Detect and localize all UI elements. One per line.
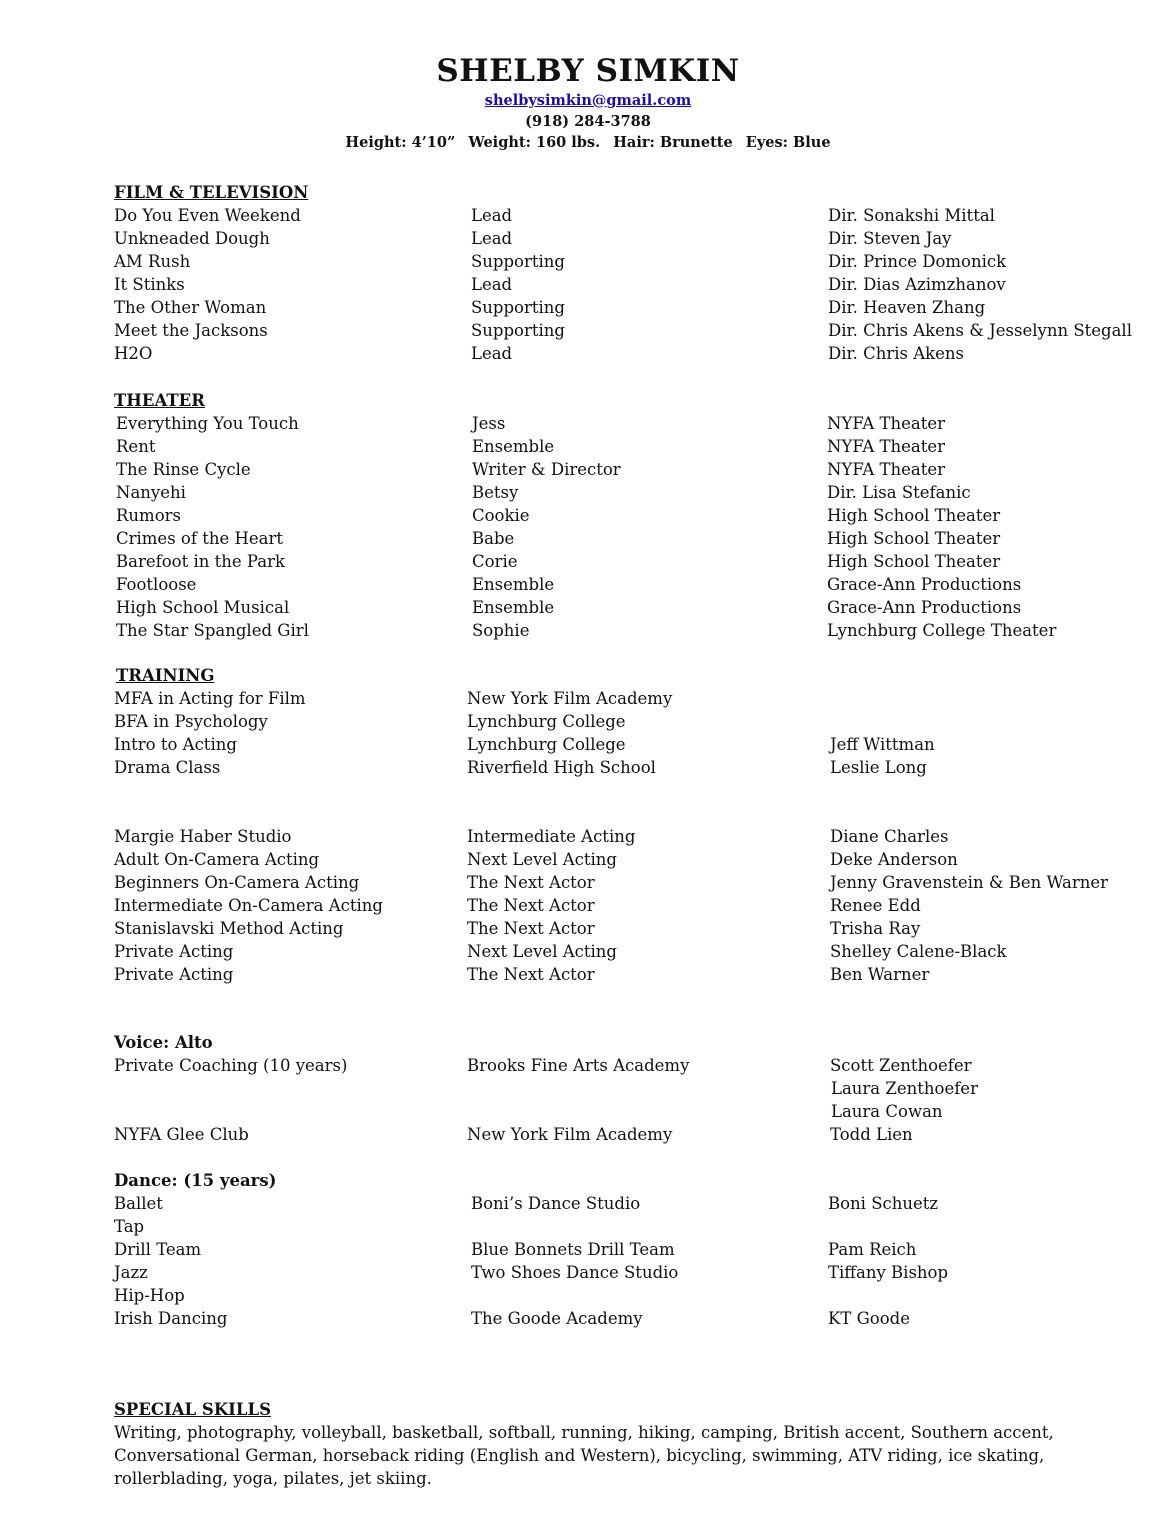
- credit-title: Footloose: [116, 575, 197, 594]
- credit-director: Dir. Sonakshi Mittal: [828, 206, 995, 225]
- table-row: [0, 1192, 1176, 1215]
- training-section-title: TRAINING: [116, 666, 215, 685]
- table-row: [0, 940, 1176, 963]
- skills-line: rollerblading, yoga, pilates, jet skiing.: [114, 1469, 432, 1488]
- table-row: [0, 458, 1176, 481]
- dance-section-title: Dance: (15 years): [114, 1171, 277, 1190]
- credit-role: Supporting: [471, 252, 565, 271]
- credit-role: Lynchburg College: [467, 735, 626, 754]
- credit-title: Nanyehi: [116, 483, 186, 502]
- credit-title: Jazz: [114, 1263, 148, 1282]
- credit-title: It Stinks: [114, 275, 185, 294]
- credit-role: Blue Bonnets Drill Team: [471, 1240, 675, 1259]
- physical-stats: [0, 132, 1176, 153]
- credit-role: Corie: [472, 552, 518, 571]
- credit-director: Ben Warner: [830, 965, 930, 984]
- credit-role: Next Level Acting: [467, 850, 617, 869]
- skills-section-title: SPECIAL SKILLS: [114, 1400, 271, 1419]
- credit-director: Leslie Long: [830, 758, 927, 777]
- credit-role: Supporting: [471, 321, 565, 340]
- credit-role: New York Film Academy: [467, 1125, 673, 1144]
- credit-role: The Next Actor: [467, 873, 595, 892]
- table-row: [0, 733, 1176, 756]
- credit-title: Rent: [116, 437, 156, 456]
- credit-director: NYFA Theater: [827, 460, 946, 479]
- credit-title: Beginners On-Camera Acting: [114, 873, 360, 892]
- credit-role: Brooks Fine Arts Academy: [467, 1056, 690, 1075]
- credit-role: Cookie: [472, 506, 530, 525]
- credit-role: Ensemble: [472, 575, 555, 594]
- credit-director: High School Theater: [827, 506, 1001, 525]
- credit-director: Shelley Calene-Black: [830, 942, 1007, 961]
- credit-role: Intermediate Acting: [467, 827, 636, 846]
- credit-director: Deke Anderson: [830, 850, 958, 869]
- table-row: [0, 504, 1176, 527]
- credit-title: Meet the Jacksons: [114, 321, 268, 340]
- credit-role: Next Level Acting: [467, 942, 617, 961]
- credit-title: Margie Haber Studio: [114, 827, 292, 846]
- credit-title: Hip-Hop: [114, 1286, 185, 1305]
- credit-title: Do You Even Weekend: [114, 206, 301, 225]
- credit-role: The Goode Academy: [471, 1309, 643, 1328]
- table-row: [0, 204, 1176, 227]
- credit-director: Lynchburg College Theater: [827, 621, 1057, 640]
- credit-title: Stanislavski Method Acting: [114, 919, 344, 938]
- credit-role: The Next Actor: [467, 919, 595, 938]
- credit-role: Betsy: [472, 483, 519, 502]
- credit-title: Private Coaching (10 years): [114, 1056, 348, 1075]
- credit-title: Drama Class: [114, 758, 221, 777]
- credit-title: BFA in Psychology: [114, 712, 268, 731]
- skills-line: Conversational German, horseback riding (English and Western), bicycling, swimming, ATV riding, ice skating,: [114, 1446, 1045, 1465]
- credit-title: The Rinse Cycle: [116, 460, 251, 479]
- credit-role: Lead: [471, 275, 513, 294]
- table-row: [0, 1261, 1176, 1284]
- credit-role: Lead: [471, 206, 513, 225]
- table-row: [0, 1215, 1176, 1238]
- credit-title: Adult On-Camera Acting: [114, 850, 320, 869]
- credit-role: New York Film Academy: [467, 689, 673, 708]
- table-row: [0, 1123, 1176, 1146]
- credit-role: Supporting: [471, 298, 565, 317]
- credit-role: Jess: [472, 414, 506, 433]
- email-link[interactable]: shelbysimkin@gmail.com: [484, 92, 692, 109]
- table-row: [0, 435, 1176, 458]
- credit-director: Grace-Ann Productions: [827, 575, 1022, 594]
- credit-role: Boni’s Dance Studio: [471, 1194, 641, 1213]
- credit-title: The Other Woman: [114, 298, 267, 317]
- table-row: [0, 1100, 1176, 1123]
- credit-director: Jenny Gravenstein & Ben Warner: [830, 873, 1109, 892]
- table-row: [0, 1284, 1176, 1307]
- height-stat: Height: 4’10”: [345, 134, 456, 151]
- hair-stat: Hair: Brunette: [613, 134, 733, 151]
- credit-director: NYFA Theater: [827, 414, 946, 433]
- credit-director: Dir. Chris Akens: [828, 344, 964, 363]
- table-row: [0, 227, 1176, 250]
- credit-director: Scott Zenthoefer: [830, 1056, 972, 1075]
- table-row: [0, 1307, 1176, 1330]
- film-section-title: FILM & TELEVISION: [114, 183, 309, 202]
- table-row: [0, 710, 1176, 733]
- phone-number: (918) 284-3788: [525, 113, 651, 130]
- table-row: [0, 342, 1176, 365]
- table-row: [0, 756, 1176, 779]
- credit-title: Intro to Acting: [114, 735, 237, 754]
- credit-director: Grace-Ann Productions: [827, 598, 1022, 617]
- credit-title: Crimes of the Heart: [116, 529, 283, 548]
- credit-role: Ensemble: [472, 598, 555, 617]
- credit-role: Lynchburg College: [467, 712, 626, 731]
- credit-director: Tiffany Bishop: [828, 1263, 949, 1282]
- table-row: [0, 1054, 1176, 1077]
- table-row: [0, 481, 1176, 504]
- table-row: [0, 296, 1176, 319]
- table-row: [0, 250, 1176, 273]
- credit-title: AM Rush: [114, 252, 191, 271]
- credit-role: Lead: [471, 344, 513, 363]
- table-row: [0, 894, 1176, 917]
- table-row: [0, 573, 1176, 596]
- credit-role: The Next Actor: [467, 896, 595, 915]
- table-row: [0, 963, 1176, 986]
- credit-role: Ensemble: [472, 437, 555, 456]
- table-row: [0, 825, 1176, 848]
- credit-title: Unkneaded Dough: [114, 229, 270, 248]
- actor-name: SHELBY SIMKIN: [436, 53, 740, 89]
- table-row: [0, 550, 1176, 573]
- credit-director: Pam Reich: [828, 1240, 917, 1259]
- credit-title: Irish Dancing: [114, 1309, 228, 1328]
- credit-director: Dir. Prince Domonick: [828, 252, 1007, 271]
- credit-director: Renee Edd: [830, 896, 921, 915]
- credit-director: Dir. Dias Azimzhanov: [828, 275, 1006, 294]
- credit-role: Writer & Director: [472, 460, 621, 479]
- credit-director: Diane Charles: [830, 827, 949, 846]
- credit-director: Dir. Lisa Stefanic: [827, 483, 971, 502]
- eyes-stat: Eyes: Blue: [745, 134, 831, 151]
- credit-title: Drill Team: [114, 1240, 202, 1259]
- credit-role: Sophie: [472, 621, 530, 640]
- credit-director: Dir. Steven Jay: [828, 229, 952, 248]
- credit-role: Babe: [472, 529, 515, 548]
- credit-director: High School Theater: [827, 529, 1001, 548]
- table-row: [0, 848, 1176, 871]
- table-row: [0, 1238, 1176, 1261]
- credit-title: H2O: [114, 344, 153, 363]
- credit-director: Boni Schuetz: [828, 1194, 939, 1213]
- resume-header: [0, 52, 1176, 153]
- credit-title: Rumors: [116, 506, 181, 525]
- table-row: [0, 619, 1176, 642]
- table-row: [0, 917, 1176, 940]
- table-row: [0, 319, 1176, 342]
- credit-title: MFA in Acting for Film: [114, 689, 306, 708]
- credit-title: Intermediate On-Camera Acting: [114, 896, 383, 915]
- voice-section-title: Voice: Alto: [114, 1033, 213, 1052]
- credit-title: Everything You Touch: [116, 414, 299, 433]
- table-row: [0, 273, 1176, 296]
- credit-director: Laura Cowan: [831, 1102, 943, 1121]
- credit-title: Barefoot in the Park: [116, 552, 285, 571]
- table-row: [0, 871, 1176, 894]
- credit-title: Ballet: [114, 1194, 163, 1213]
- credit-director: High School Theater: [827, 552, 1001, 571]
- table-row: [0, 596, 1176, 619]
- credit-role: Two Shoes Dance Studio: [471, 1263, 679, 1282]
- table-row: [0, 527, 1176, 550]
- table-row: [0, 687, 1176, 710]
- credit-director: Trisha Ray: [830, 919, 921, 938]
- credit-role: Lead: [471, 229, 513, 248]
- credit-title: Private Acting: [114, 942, 234, 961]
- credit-director: NYFA Theater: [827, 437, 946, 456]
- credit-director: Dir. Chris Akens & Jesselynn Stegall: [828, 321, 1132, 340]
- theater-section-title: THEATER: [114, 391, 205, 410]
- credit-director: KT Goode: [828, 1309, 910, 1328]
- credit-director: Dir. Heaven Zhang: [828, 298, 986, 317]
- credit-title: The Star Spangled Girl: [116, 621, 309, 640]
- skills-line: Writing, photography, volleyball, basketball, softball, running, hiking, camping, British accent, Southern accent,: [114, 1423, 1054, 1442]
- credit-director: Todd Lien: [830, 1125, 913, 1144]
- credit-title: NYFA Glee Club: [114, 1125, 249, 1144]
- credit-director: Jeff Wittman: [830, 735, 935, 754]
- table-row: [0, 1077, 1176, 1100]
- weight-stat: Weight: 160 lbs.: [468, 134, 601, 151]
- credit-title: High School Musical: [116, 598, 290, 617]
- credit-title: Private Acting: [114, 965, 234, 984]
- credit-director: Laura Zenthoefer: [831, 1079, 978, 1098]
- skills-text: [114, 1421, 1094, 1490]
- credit-role: The Next Actor: [467, 965, 595, 984]
- credit-role: Riverfield High School: [467, 758, 656, 777]
- credit-title: Tap: [114, 1217, 145, 1236]
- table-row: [0, 412, 1176, 435]
